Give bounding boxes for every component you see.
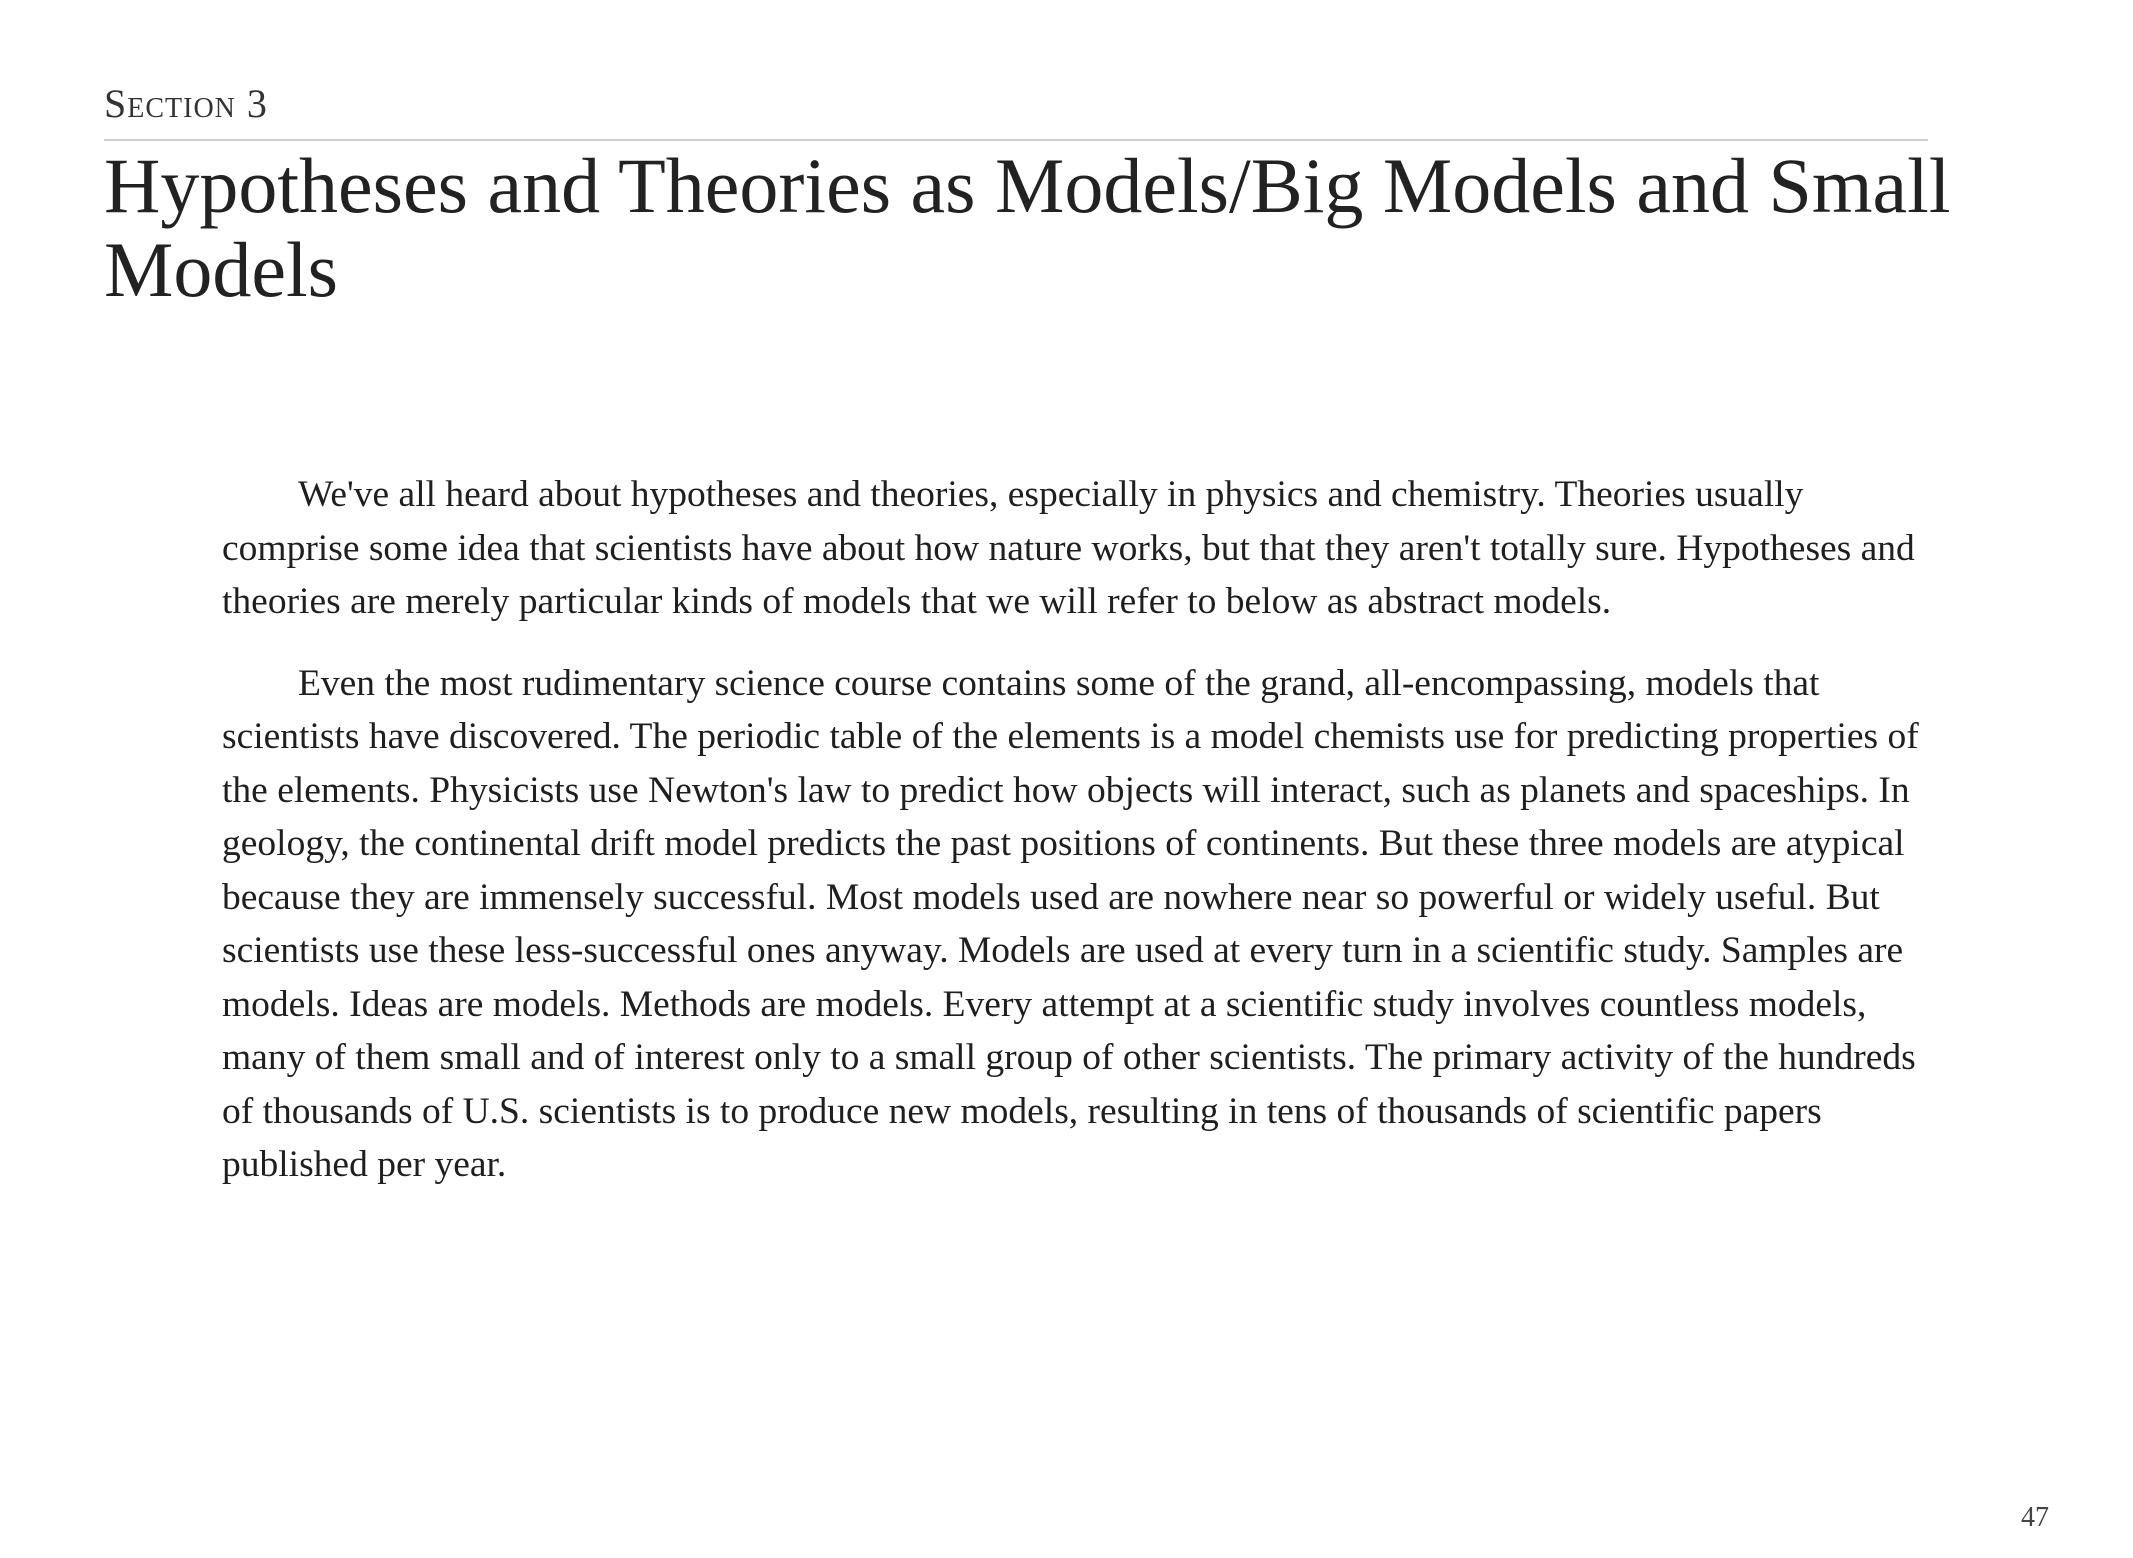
page-number: 47 (2021, 1502, 2049, 1533)
page-title: Hypotheses and Theories as Models/Big Models and Small Models (104, 142, 1951, 313)
paragraph: We've all heard about hypotheses and theories, especially in physics and chemistry. Theories usually comprise some idea that scientists have about how nature works, but that they aren't totally sure. Hypotheses and theories are merely particular kinds of models that we will refer to below as abstract models. (222, 474, 1915, 622)
body-text (222, 468, 1926, 1220)
section-label: Section 3 (104, 81, 268, 126)
paragraph: Even the most rudimentary science course contains some of the grand, all-encompassing, models that scientists have discovered. The periodic table of the elements is a model chemists use for predicting properties of the elements. Physicists use Newton's law to predict how objects will interact, such as planets and spaceships. In geology, the continental drift model predicts the past positions of continents. But these three models are atypical because they are immensely successful. Most models used are nowhere near so powerful or widely useful. But scientists use these less-successful ones anyway. Models are used at every turn in a scientific study. Samples are models. Ideas are models. Methods are models. Every attempt at a scientific study involves countless models, many of them small and of interest only to a small group of other scientists. The primary activity of the hundreds of thousands of U.S. scientists is to produce new models, resulting in tens of thousands of scientific papers published per year. (222, 662, 1919, 1185)
section-divider (104, 139, 1928, 141)
